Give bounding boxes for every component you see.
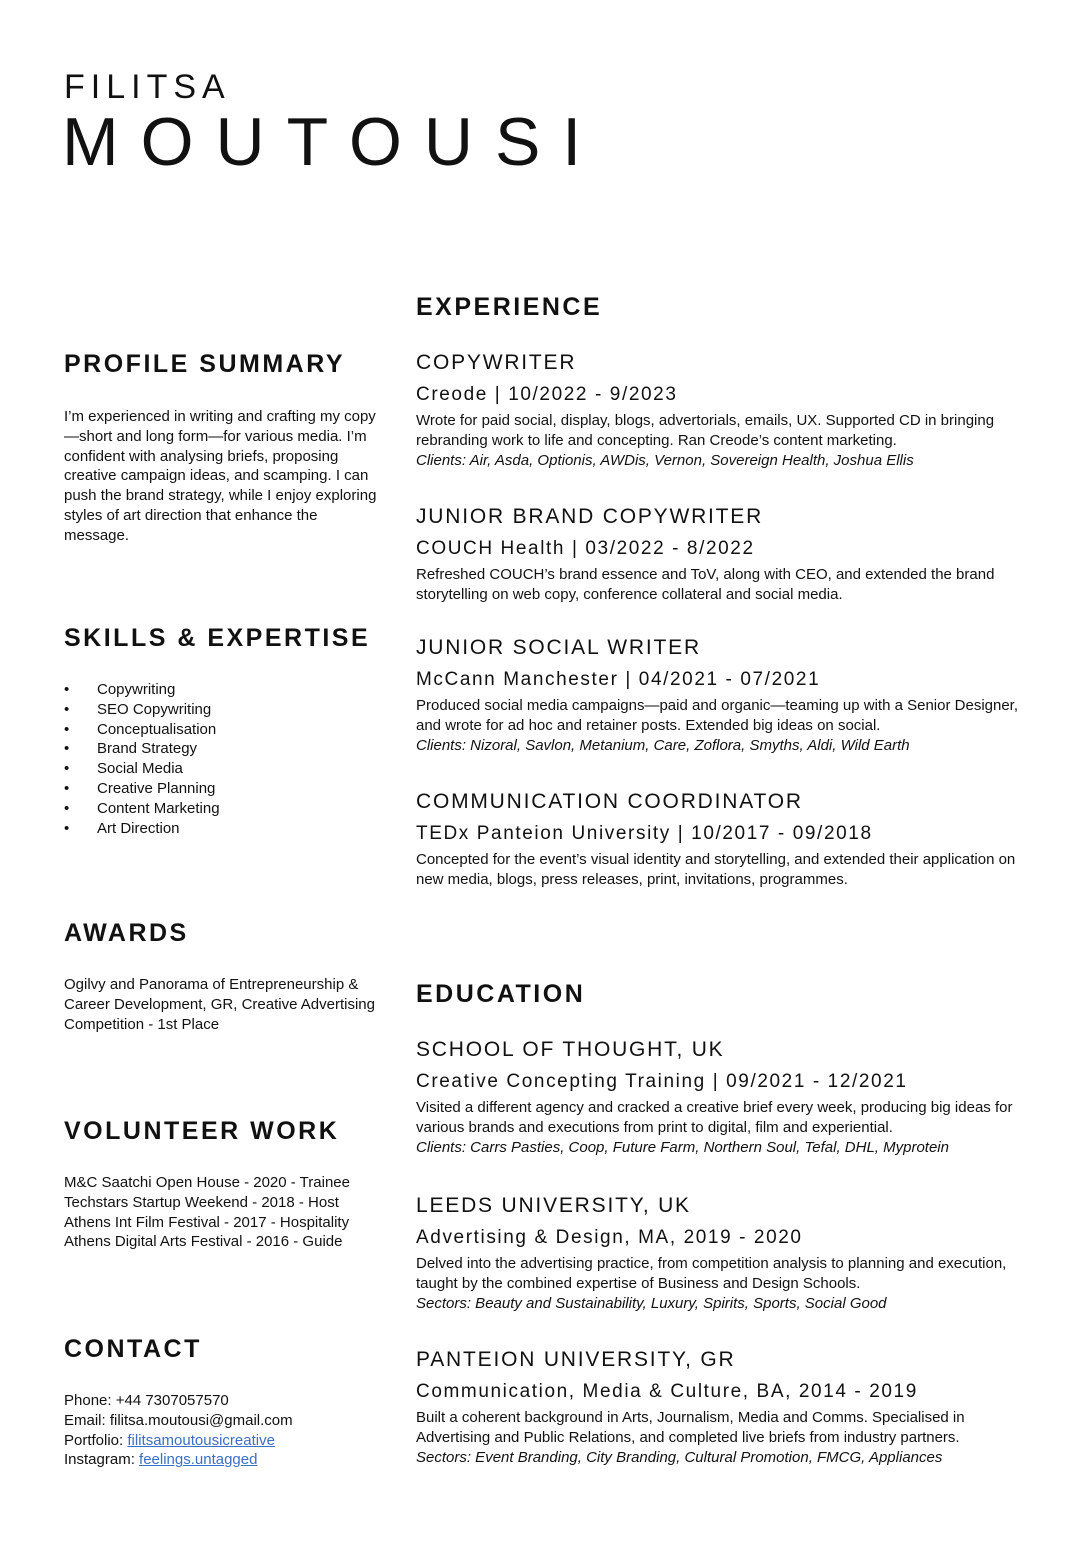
education-entry (416, 1195, 1036, 1313)
contact-heading: CONTACT (64, 1335, 202, 1363)
list-item: • Social Media (64, 760, 183, 778)
instagram-link[interactable]: feelings.untagged (139, 1451, 258, 1469)
job-description: Wrote for paid social, display, blogs, advertorials, emails, UX. Supported CD in bringing rebranding work to life and concepting. Ran Creode’s content marketing. Clients: Air, Asda, Optionis, AWDis, Vernon, Sovereign Health, Joshua Ellis (416, 412, 995, 469)
list-item: • Creative Planning (64, 779, 216, 797)
list-item: • Conceptualisation (64, 720, 217, 738)
phone-value: +44 7307057570 (115, 1392, 229, 1409)
list-item: M&C Saatchi Open House - 2020 - Trainee (64, 1174, 350, 1191)
bullet-icon: • (64, 700, 70, 718)
job-description: Produced social media campaigns—paid and organic—teaming up with a Senior Designer, and wrote for ad hoc and retainer posts. Extended big ideas on social. Clients: Nizoral, Savlon, Metanium, Care, Zoflora, Smyths, Aldi, Wild Earth (416, 697, 1019, 754)
list-item: • Content Marketing (64, 799, 220, 817)
awards-heading: AWARDS (64, 919, 189, 947)
job-entry (416, 506, 1036, 605)
job-description: Refreshed COUCH’s brand essence and ToV, along with CEO, and extended the brand storytelling on web copy, conference collateral and social media. (416, 566, 995, 603)
profile-heading: PROFILE SUMMARY (64, 350, 346, 378)
contact-phone: Phone: +44 7307057570 (64, 1392, 229, 1409)
school-program: Communication, Media & Culture, BA, 2014 - 2019 (416, 1381, 918, 1402)
profile-section (64, 352, 384, 546)
school-description: Built a coherent background in Arts, Journalism, Media and Comms. Specialised in Advertising and Public Relations, and completed live briefs from industry partners. Sectors: Event Branding, City Branding, Cultural Promotion, FMCG, Appliances (416, 1409, 965, 1466)
bullet-icon: • (64, 740, 70, 758)
skills-list (64, 680, 384, 838)
education-section (416, 982, 1036, 1007)
job-org: COUCH Health | 03/2022 - 8/2022 (416, 538, 755, 559)
school-program: Creative Concepting Training | 09/2021 - 12/2021 (416, 1071, 908, 1092)
job-entry (416, 791, 1036, 890)
job-entry (416, 352, 1036, 470)
contact-instagram: Instagram: feelings.untagged (64, 1451, 258, 1469)
job-title: COPYWRITER (416, 351, 577, 374)
list-item: • Copywriting (64, 681, 176, 698)
volunteer-section (64, 1119, 384, 1252)
skills-section (64, 626, 384, 838)
experience-heading: EXPERIENCE (416, 293, 603, 321)
job-description: Concepted for the event’s visual identity and storytelling, and extended their application on new media, blogs, press releases, print, invitations, programmes. (416, 851, 1016, 888)
school-program: Advertising & Design, MA, 2019 - 2020 (416, 1227, 803, 1248)
awards-text: Ogilvy and Panorama of Entrepreneurship & Career Development, GR, Creative Advertising Competition - 1st Place (64, 976, 375, 1033)
school-extra: Sectors: Event Branding, City Branding, Cultural Promotion, FMCG, Appliances (416, 1448, 943, 1466)
portfolio-link[interactable]: filitsamoutousicreative (127, 1431, 275, 1449)
job-title: COMMUNICATION COORDINATOR (416, 790, 803, 813)
awards-section (64, 921, 384, 1034)
list-item: Techstars Startup Weekend - 2018 - Host (64, 1193, 339, 1211)
education-entry (416, 1039, 1036, 1157)
list-item: • Art Direction (64, 819, 180, 837)
education-entry (416, 1349, 1036, 1467)
school-title: PANTEION UNIVERSITY, GR (416, 1348, 736, 1371)
bullet-icon: • (64, 779, 70, 797)
contact-email: Email: filitsa.moutousi@gmail.com (64, 1411, 293, 1429)
bullet-icon: • (64, 760, 70, 778)
job-entry (416, 637, 1036, 755)
bullet-icon: • (64, 681, 70, 698)
job-clients: Clients: Nizoral, Savlon, Metanium, Care, Zoflora, Smyths, Aldi, Wild Earth (416, 736, 910, 754)
contact-portfolio: Portfolio: filitsamoutousicreative (64, 1431, 275, 1449)
school-title: LEEDS UNIVERSITY, UK (416, 1194, 691, 1217)
education-heading: EDUCATION (416, 980, 586, 1008)
bullet-icon: • (64, 799, 70, 817)
list-item: • Brand Strategy (64, 740, 198, 758)
job-org: McCann Manchester | 04/2021 - 07/2021 (416, 669, 821, 690)
school-description: Visited a different agency and cracked a creative brief every week, producing big ideas for various brands and executions from print to digital, film and experiential. Clients: Carrs Pasties, Coop, Future Farm, Northern Soul, Tefal, DHL, Myprotein (416, 1099, 1013, 1156)
last-name: MOUTOUSI (62, 104, 604, 180)
school-description: Delved into the advertising practice, from competition analysis to planning and execution, taught by the combined expertise of Business and Design Schools. Sectors: Beauty and Sustainability, Luxury, Spirits, Sports, Social Good (416, 1255, 1007, 1312)
school-extra: Clients: Carrs Pasties, Coop, Future Farm, Northern Soul, Tefal, DHL, Myprotein (416, 1138, 949, 1156)
list-item: • SEO Copywriting (64, 700, 212, 718)
skills-heading: SKILLS & EXPERTISE (64, 624, 371, 652)
experience-section (416, 295, 1036, 320)
list-item: Athens Int Film Festival - 2017 - Hospitality (64, 1213, 350, 1231)
bullet-icon: • (64, 819, 70, 837)
job-org: TEDx Panteion University | 10/2017 - 09/2018 (416, 823, 873, 844)
volunteer-heading: VOLUNTEER WORK (64, 1117, 340, 1145)
school-title: SCHOOL OF THOUGHT, UK (416, 1038, 725, 1061)
email-value: filitsa.moutousi@gmail.com (109, 1411, 293, 1429)
contact-section (64, 1337, 384, 1470)
profile-text: I’m experienced in writing and crafting my copy—short and long form—for various media. I’m confident with analysing briefs, proposing creative campaign ideas, and scamping. I can push the brand strategy, while I enjoy exploring styles of art direction that enhance the message. (64, 408, 377, 544)
school-extra: Sectors: Beauty and Sustainability, Luxury, Spirits, Sports, Social Good (416, 1294, 887, 1312)
bullet-icon: • (64, 720, 70, 738)
job-org: Creode | 10/2022 - 9/2023 (416, 384, 678, 405)
job-clients: Clients: Air, Asda, Optionis, AWDis, Vernon, Sovereign Health, Joshua Ellis (416, 451, 914, 469)
job-title: JUNIOR BRAND COPYWRITER (416, 505, 764, 528)
job-title: JUNIOR SOCIAL WRITER (416, 636, 701, 659)
list-item: Athens Digital Arts Festival - 2016 - Guide (64, 1233, 343, 1251)
first-name: FILITSA (64, 68, 231, 106)
